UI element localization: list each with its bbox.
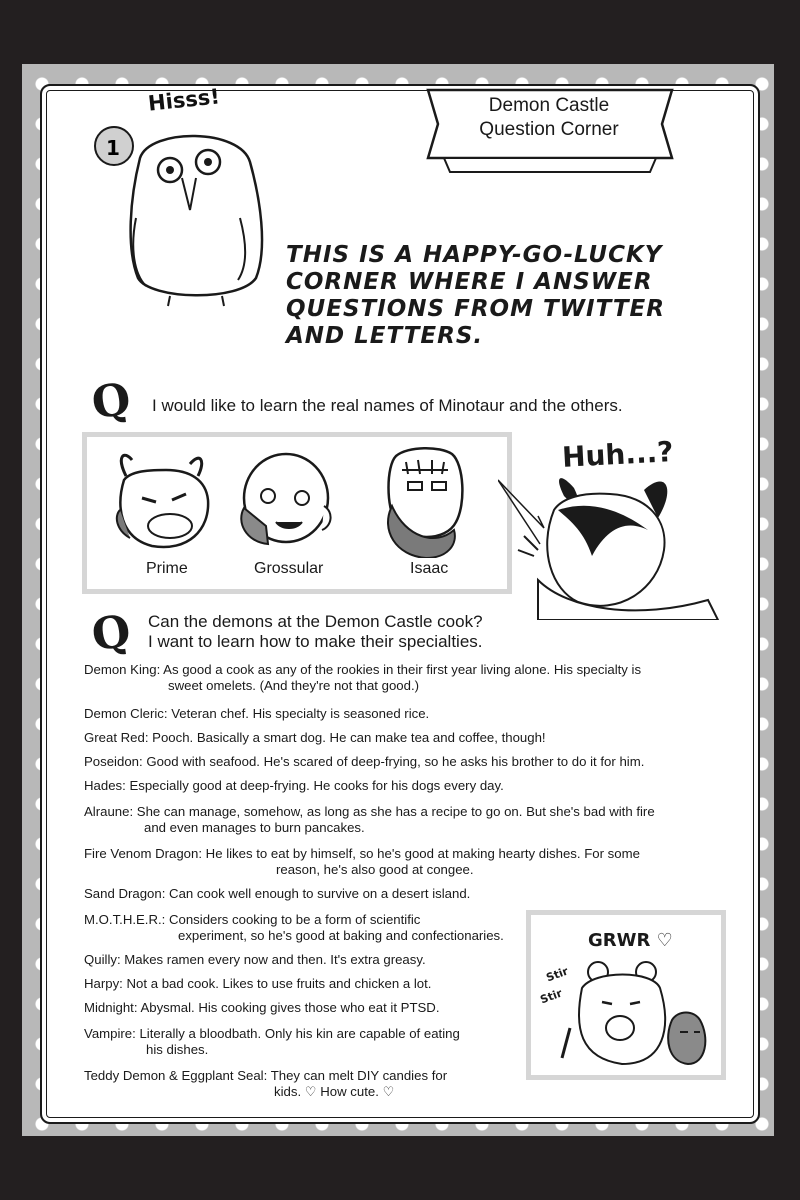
name-isaac: Isaac [410,560,449,577]
sfx-grwr [588,930,673,951]
answer-line: Fire Venom Dragon: He likes to eat by himself, so he's good at making hearty dishes. For some [84,846,640,861]
sfx-grwr-text: GRWR [588,930,651,951]
answer-fire-venom-dragon [84,846,640,878]
answer-line: Hades: Especially good at deep-frying. He cooks for his dogs every day. [84,778,504,793]
question-2-line-2: I want to learn how to make their specialties. [148,632,483,651]
answer-line: Quilly: Makes ramen every now and then. It's extra greasy. [84,952,426,967]
answer-line: Demon King: As good a cook as any of the rookies in their first year living alone. His specialty is [84,662,642,677]
answer-line: Great Red: Pooch. Basically a smart dog. He can make tea and coffee, though! [84,730,546,745]
banner-line-1: Demon Castle [488,95,610,116]
answer-alraune [84,804,655,836]
answer-line: M.O.T.H.E.R.: Considers cooking to be a form of scientific [84,912,421,927]
answer-harpy [84,976,431,992]
question-2-line-1: Can the demons at the Demon Castle cook? [148,612,483,631]
sfx-huh: Huh...? [561,435,675,474]
sfx-stir: Stir [544,964,570,985]
answer-poseidon [84,754,644,770]
demon-faces-icon [96,446,496,558]
answer-midnight [84,1000,440,1016]
banner-title [440,94,658,142]
question-1: I would like to learn the real names of Minotaur and the others. [152,396,623,415]
demon-king-icon [498,470,758,620]
answer-line: experiment, so he's good at baking and confectionaries. [178,928,504,943]
answer-line: Poseidon: Good with seafood. He's scared of deep-frying, so he asks his brother to do it for him. [84,754,645,769]
answer-quilly [84,952,426,968]
answer-mother [84,912,504,944]
answer-line: Teddy Demon & Eggplant Seal: They can melt DIY candies for [84,1068,448,1083]
question-2 [148,612,483,652]
answer-teddy-demon [84,1068,447,1100]
answer-hades [84,778,504,794]
q-letter-icon: Q [88,373,134,430]
answer-line: Harpy: Not a bad cook. Likes to use fruits and chicken a lot. [84,976,432,991]
banner-line-2: Question Corner [479,119,619,140]
sfx-hiss: Hisss! [146,84,221,116]
answer-line: reason, he's also good at congee. [276,862,474,877]
answer-great-red [84,730,546,746]
name-grossular: Grossular [254,560,324,577]
answer-line: Vampire: Literally a bloodbath. Only his kin are capable of eating [84,1026,460,1041]
answer-line: Alraune: She can manage, somehow, as long as she has a recipe to go on. But she's bad with fire [84,804,655,819]
answer-vampire [84,1026,460,1058]
heart-icon: ♡ [656,930,673,951]
answer-line: sweet omelets. (And they're not that good.) [168,678,420,693]
answer-demon-cleric [84,706,429,722]
sfx-stir-2: Stir [538,986,564,1007]
intro-text: THIS IS A HAPPY-GO-LUCKY CORNER WHERE I ANSWER QUESTIONS FROM TWITTER AND LETTERS. [286,242,665,349]
answer-line: Sand Dragon: Can cook well enough to survive on a desert island. [84,886,471,901]
answer-sand-dragon [84,886,470,902]
answer-line: and even manages to burn pancakes. [144,820,365,835]
teddy-demon-icon [560,958,710,1068]
name-prime: Prime [146,560,188,577]
answer-line: Demon Cleric: Veteran chef. His specialty is seasoned rice. [84,706,430,721]
answer-line: kids. ♡ How cute. ♡ [274,1084,395,1099]
answer-line: his dishes. [146,1042,209,1057]
number-badge: 1 [106,136,120,160]
answer-demon-king [84,662,641,694]
q-letter-icon-2: Q [88,605,134,662]
answer-line: Midnight: Abysmal. His cooking gives those who eat it PTSD. [84,1000,440,1015]
